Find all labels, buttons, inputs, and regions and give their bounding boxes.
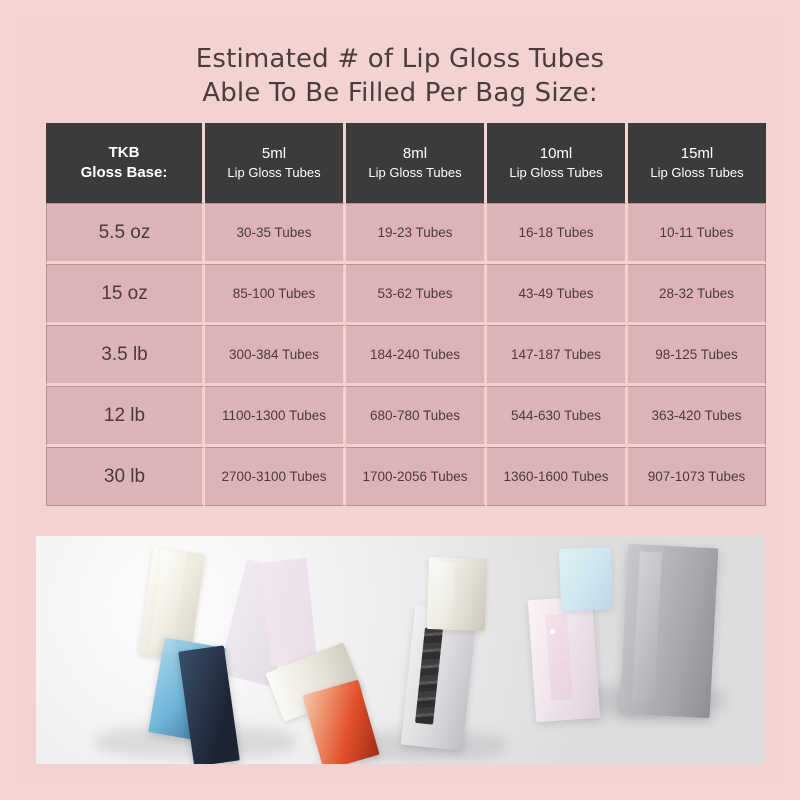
gloss-yield-table — [46, 123, 766, 506]
lip-gloss-cap — [427, 557, 487, 631]
cell-3-5lb-15ml: 98-125 Tubes — [628, 325, 766, 386]
cell-15oz-10ml: 43-49 Tubes — [487, 264, 628, 325]
corner-label-line1: TKB — [108, 144, 140, 161]
cell-5-5oz-15ml: 10-11 Tubes — [628, 203, 766, 264]
cell-12lb-15ml: 363-420 Tubes — [628, 386, 766, 447]
cell-5-5oz-5ml: 30-35 Tubes — [205, 203, 346, 264]
cell-12lb-10ml: 544-630 Tubes — [487, 386, 628, 447]
page-title — [20, 42, 780, 110]
table-body — [46, 203, 766, 506]
row-label-5-5oz: 5.5 oz — [46, 203, 205, 264]
cell-12lb-8ml: 680-780 Tubes — [346, 386, 487, 447]
table-row — [46, 447, 766, 506]
cell-5-5oz-10ml: 16-18 Tubes — [487, 203, 628, 264]
row-label-30lb: 30 lb — [46, 447, 205, 506]
column-size-5ml: 5ml — [261, 145, 287, 162]
cell-30lb-10ml: 1360-1600 Tubes — [487, 447, 628, 506]
cell-3-5lb-8ml: 184-240 Tubes — [346, 325, 487, 386]
cell-15oz-5ml: 85-100 Tubes — [205, 264, 346, 325]
lip-gloss-tube — [620, 544, 719, 718]
column-header-8ml — [346, 123, 487, 203]
column-sub-15ml: Lip Gloss Tubes — [650, 165, 744, 180]
column-size-8ml: 8ml — [402, 145, 428, 162]
title-line-2: Able To Be Filled Per Bag Size: — [202, 78, 598, 108]
column-sub-10ml: Lip Gloss Tubes — [509, 165, 603, 180]
row-label-15oz: 15 oz — [46, 264, 205, 325]
product-photo — [36, 536, 764, 764]
cell-15oz-15ml: 28-32 Tubes — [628, 264, 766, 325]
header-row — [46, 123, 766, 203]
cell-30lb-15ml: 907-1073 Tubes — [628, 447, 766, 506]
column-sub-5ml: Lip Gloss Tubes — [227, 165, 321, 180]
cell-12lb-5ml: 1100-1300 Tubes — [205, 386, 346, 447]
table-row — [46, 386, 766, 447]
column-size-15ml: 15ml — [680, 145, 714, 162]
gloss-table-wrapper — [46, 123, 754, 506]
column-sub-8ml: Lip Gloss Tubes — [368, 165, 462, 180]
cell-15oz-8ml: 53-62 Tubes — [346, 264, 487, 325]
table-row — [46, 203, 766, 264]
cell-30lb-8ml: 1700-2056 Tubes — [346, 447, 487, 506]
column-header-10ml — [487, 123, 628, 203]
table-row — [46, 264, 766, 325]
column-header-5ml — [205, 123, 346, 203]
corner-label-line2: Gloss Base: — [80, 164, 168, 181]
title-line-1: Estimated # of Lip Gloss Tubes — [195, 44, 605, 74]
lip-gloss-cap — [559, 547, 613, 611]
cell-3-5lb-5ml: 300-384 Tubes — [205, 325, 346, 386]
cell-5-5oz-8ml: 19-23 Tubes — [346, 203, 487, 264]
column-header-15ml — [628, 123, 766, 203]
column-size-10ml: 10ml — [539, 145, 573, 162]
table-row — [46, 325, 766, 386]
poster-inner-panel — [20, 20, 780, 780]
cell-3-5lb-10ml: 147-187 Tubes — [487, 325, 628, 386]
table-header — [46, 123, 766, 203]
table-corner-header — [46, 123, 205, 203]
row-label-12lb: 12 lb — [46, 386, 205, 447]
cell-30lb-5ml: 2700-3100 Tubes — [205, 447, 346, 506]
row-label-3-5lb: 3.5 lb — [46, 325, 205, 386]
